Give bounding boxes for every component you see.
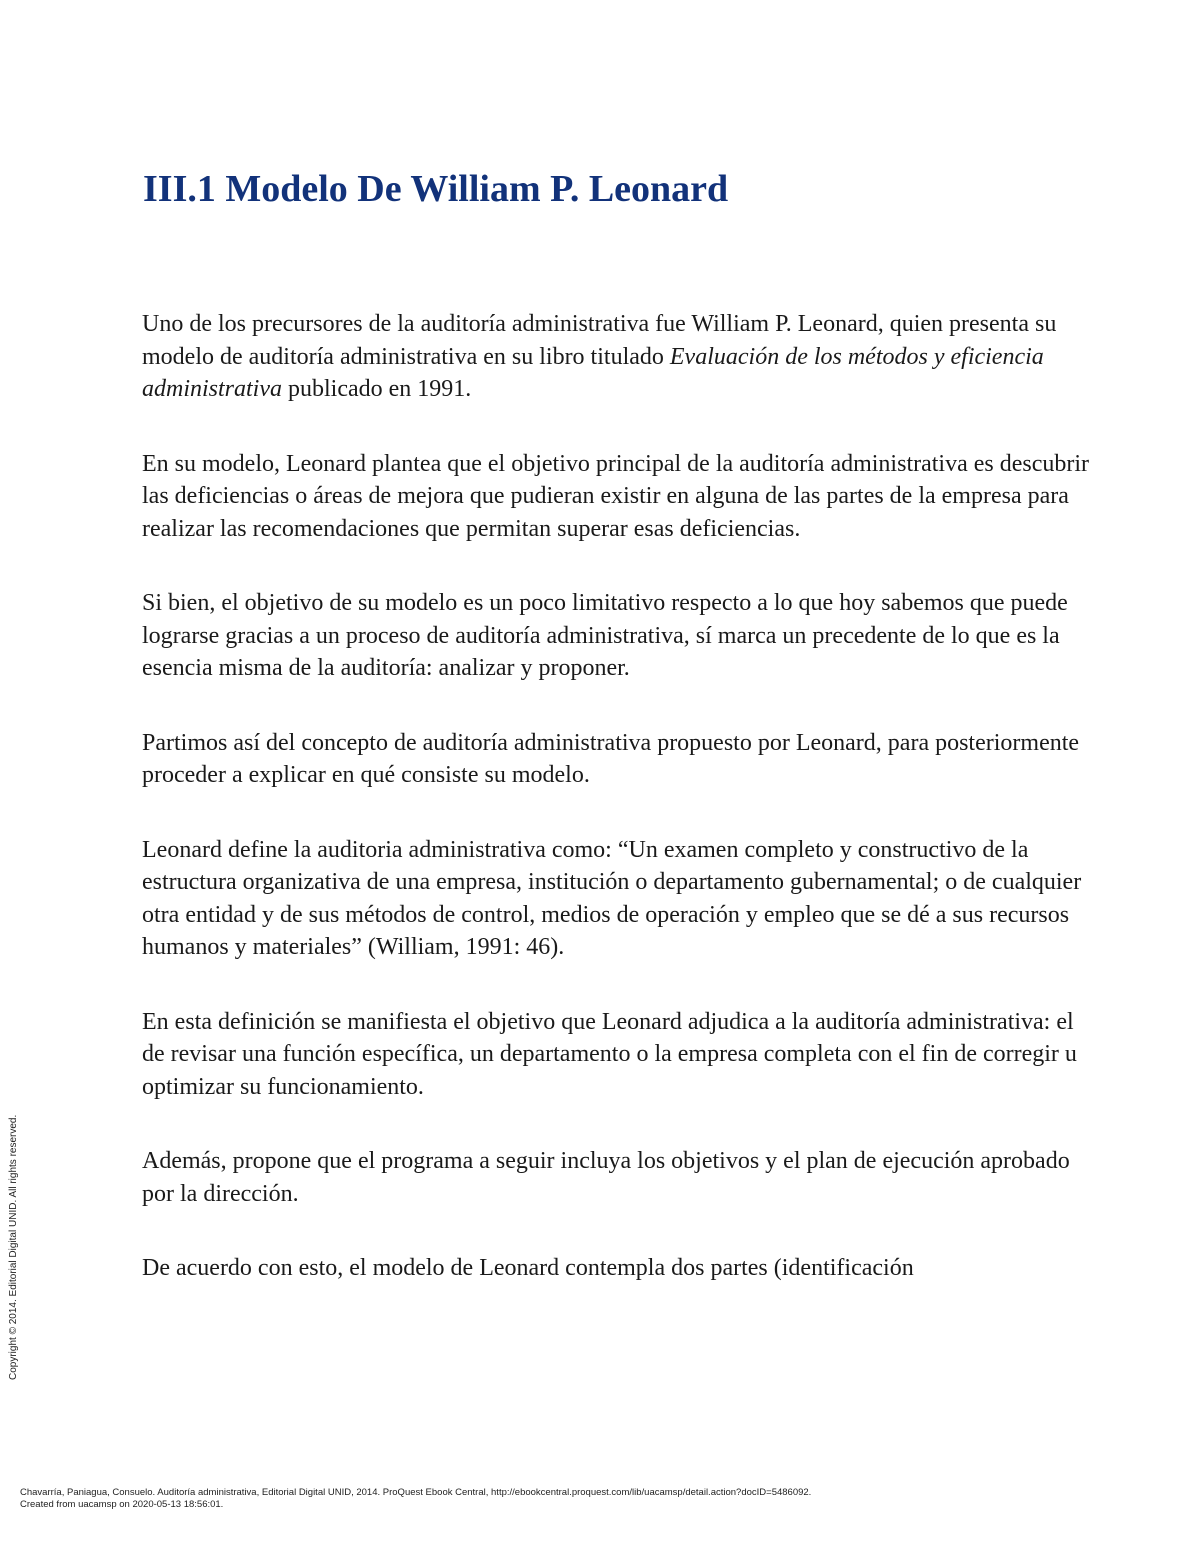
paragraph-6: En esta definición se manifiesta el objetivo que Leonard adjudica a la auditoría administrativa: el de revisar una función específica, un departamento o la empresa completa con el fin de corregir u optimizar su funcionamiento. [142, 1008, 1077, 1100]
footer-created-line: Created from uacamsp on 2020-05-13 18:56:01. [20, 1499, 224, 1510]
paragraph-1-text-end: publicado en 1991. [282, 376, 472, 402]
side-copyright-notice: Copyright © 2014. Editorial Digital UNID. All rights reserved. [8, 1114, 19, 1380]
document-body [142, 308, 1092, 1327]
paragraph-1-text-start: Uno de los precursores de la auditoría administrativa fue William P. Leonard, quien presenta su modelo de auditoría administrativa en su libro titulado [142, 311, 1057, 370]
paragraph-1 [142, 308, 1092, 406]
footer-citation-line: Chavarría, Paniagua, Consuelo. Auditoría administrativa, Editorial Digital UNID, 2014. ProQuest Ebook Central, http://ebookcentral.proquest.com/lib/uacamsp/detail.action?docID=5486092. [20, 1487, 812, 1498]
footer-citation [20, 1487, 811, 1511]
paragraph-2: En su modelo, Leonard plantea que el objetivo principal de la auditoría administrativa es descubrir las deficiencias o áreas de mejora que pudieran existir en alguna de las partes de la empresa para realizar las recomendaciones que permitan superar esas deficiencias. [142, 450, 1090, 542]
page-title: III.1 Modelo De William P. Leonard [143, 168, 729, 210]
paragraph-3: Si bien, el objetivo de su modelo es un poco limitativo respecto a lo que hoy sabemos que puede lograrse gracias a un proceso de auditoría administrativa, sí marca un precedente de lo que es la esencia misma de la auditoría: analizar y proponer. [142, 590, 1068, 681]
book-title-italic: Evaluación de los métodos y eficiencia administrativa [142, 343, 1044, 402]
paragraph-4: Partimos así del concepto de auditoría administrativa propuesto por Leonard, para posteriormente proceder a explicar en qué consiste su modelo. [142, 729, 1080, 788]
paragraph-5: Leonard define la auditoria administrativa como: “Un examen completo y constructivo de la estructura organizativa de una empresa, institución o departamento gubernamental; o de cualquier otra entidad y de sus métodos de control, medios de operación y empleo que se dé a sus recursos humanos y materiales” (William, 1991: 46). [142, 836, 1082, 960]
paragraph-8: De acuerdo con esto, el modelo de Leonard contempla dos partes (identificación [142, 1255, 914, 1281]
paragraph-7: Además, propone que el programa a seguir incluya los objetivos y el plan de ejecución aprobado por la dirección. [142, 1148, 1070, 1207]
